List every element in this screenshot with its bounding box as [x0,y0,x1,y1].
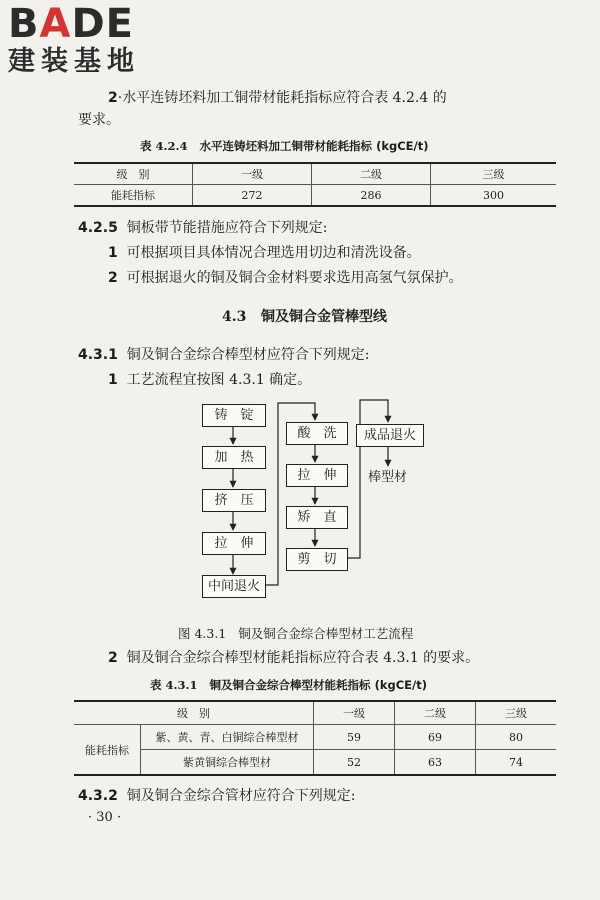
page-number: · 30 · [88,810,122,825]
section-431-item-2: 2 铜及铜合金综合棒型材能耗指标应符合表 4.3.1 的要求。 [108,650,480,666]
table-431 [74,700,556,776]
section-43-heading: 4.3 铜及铜合金管棒型线 [222,309,387,325]
section-425-heading: 4.2.5 铜板带节能措施应符合下列规定: [78,220,328,236]
table-cell: 286 [312,185,431,207]
table-row-label: 能耗指标 [74,185,193,207]
flow-step-intermediate-annealing: 中间退火 [202,575,266,598]
table-row-label: 紫黄铜综合棒型材 [141,750,314,776]
flow-step-pickling: 酸 洗 [286,422,348,445]
flow-step-final-annealing: 成品退火 [356,424,424,447]
intro-line-1: 2·水平连铸坯料加工铜带材能耗指标应符合表 4.2.4 的 [108,90,447,106]
table-cell: 63 [395,750,476,776]
section-425-item-1: 1 可根据项目具体情况合理选用切边和清洗设备。 [108,245,421,261]
figure-431-caption: 图 4.3.1 铜及铜合金综合棒型材工艺流程 [178,626,414,641]
section-425-item-2: 2 可根据退火的铜及铜合金材料要求选用高氢气氛保护。 [108,270,463,286]
table-cell: 52 [314,750,395,776]
table-header-cell: 一级 [193,163,312,185]
section-431-heading: 4.3.1 铜及铜合金综合棒型材应符合下列规定: [78,347,370,363]
table-header-cell: 一级 [314,701,395,725]
flow-step-extrusion: 挤 压 [202,489,266,512]
table-header-cell: 二级 [312,163,431,185]
flow-step-straightening: 矫 直 [286,506,348,529]
table-header-row [74,701,556,725]
flow-step-heating: 加 热 [202,446,266,469]
brand-logo-en: BADE [8,1,134,47]
table-424-caption: 表 4.2.4 水平连铸坯料加工铜带材能耗指标 (kgCE/t) [140,139,429,153]
table-row-group-label: 能耗指标 [74,725,141,776]
table-header-cell: 三级 [431,163,557,185]
table-row [74,725,556,750]
table-431-caption: 表 4.3.1 铜及铜合金综合棒型材能耗指标 (kgCE/t) [150,678,427,692]
table-row [74,750,556,776]
table-cell: 272 [193,185,312,207]
table-header-cell: 级 别 [74,701,314,725]
section-432-heading: 4.3.2 铜及铜合金综合管材应符合下列规定: [78,788,356,804]
table-header-cell: 级 别 [74,163,193,185]
table-row-label: 紫、黄、青、白铜综合棒型材 [141,725,314,750]
flow-step-cutting: 剪 切 [286,548,348,571]
table-header-cell: 三级 [476,701,557,725]
flow-step-drawing-2: 拉 伸 [286,464,348,487]
section-431-item-1: 1 工艺流程宜按图 4.3.1 确定。 [108,372,312,388]
table-cell: 80 [476,725,557,750]
flow-step-drawing: 拉 伸 [202,532,266,555]
intro-line-2: 要求。 [78,112,120,128]
table-cell: 300 [431,185,557,207]
table-cell: 74 [476,750,557,776]
table-cell: 59 [314,725,395,750]
table-header-cell: 二级 [395,701,476,725]
flow-output-label: 棒型材 [368,470,408,485]
table-cell: 69 [395,725,476,750]
flow-step-ingot-casting: 铸 锭 [202,404,266,427]
brand-logo-cn: 建装基地 [8,46,140,77]
